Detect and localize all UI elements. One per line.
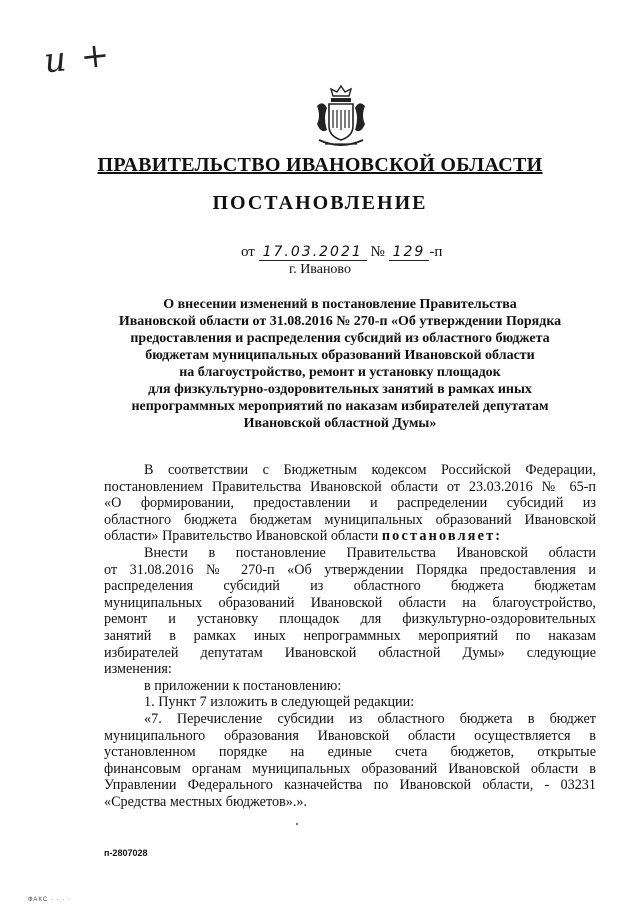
heading-line: для физкультурно-оздоровительных занятий в рамках иных [148, 382, 532, 397]
body-line: в приложении к постановлению: [144, 677, 342, 694]
body-line [104, 528, 596, 545]
document-heading [90, 296, 590, 432]
body-line: ремонт и установку площадок для физкультурно-оздоровительных [104, 611, 596, 628]
government-title: ПРАВИТЕЛЬСТВО ИВАНОВСКОЙ ОБЛАСТИ [97, 154, 543, 176]
document-number: 129 [389, 244, 430, 261]
decree-keyword: постановляет: [381, 528, 503, 545]
heading-line: на благоустройство, ремонт и установку площадок [179, 365, 501, 380]
document-body [104, 462, 596, 810]
body-line: избирателей депутатам Ивановской областной Думы» следующие [104, 644, 596, 661]
body-line: В соответствии с Бюджетным кодексом Российской Федерации, [144, 462, 596, 478]
body-line: установленном порядке на единые счета бюджетов, открытые [104, 744, 596, 761]
body-line: муниципального образования Ивановской области осуществляется в [104, 727, 596, 744]
date-prefix: от [241, 244, 255, 260]
body-line: постановлением Правительства Ивановской области от 23.03.2016 № 65-п [104, 478, 596, 495]
city: г. Иваново [289, 262, 351, 277]
handwritten-margin-note: и + [42, 34, 114, 82]
heading-line: бюджетам муниципальных образований Ивановской области [145, 348, 535, 363]
body-line: «О формировании, предоставлении и распределении субсидий из [104, 495, 596, 512]
heading-line: предоставления и распределения субсидий из областного бюджета [130, 331, 550, 346]
body-line: финансовым органам муниципальных образований Ивановской области в [104, 760, 596, 777]
body-text: области» Правительство Ивановской области [104, 528, 379, 545]
body-line: от 31.08.2016 № 270-п «Об утверждении Порядка предоставления и [104, 561, 596, 578]
heading-line: Ивановской области от 31.08.2016 № 270-п «Об утверждении Порядка [118, 314, 562, 329]
body-line: «7. Перечисление субсидии из областного бюджета в бюджет [144, 710, 596, 727]
body-line: 1. Пункт 7 изложить в следующей редакции: [144, 694, 415, 711]
body-line: Внести в постановление Правительства Ивановской области [144, 544, 596, 561]
separator-dot [296, 823, 298, 825]
body-line: областного бюджета бюджетам муниципальных образований Ивановской [104, 511, 596, 528]
coat-of-arms-icon [311, 82, 371, 152]
document-date: 17.03.2021 [259, 244, 367, 261]
body-line: занятий в рамках иных непрограммных мероприятий по наказам [104, 627, 596, 644]
fax-header-line: ФАКС · · · · [28, 897, 71, 903]
date-number-line [241, 244, 442, 261]
document-type: ПОСТАНОВЛЕНИЕ [212, 192, 428, 214]
heading-line: Ивановской областной Думы» [243, 416, 437, 431]
number-sign: № [370, 244, 385, 260]
body-line: муниципальных образований Ивановской области на благоустройство, [104, 594, 596, 611]
document-code: п-2807028 [104, 848, 148, 858]
heading-line: непрограммных мероприятий по наказам избирателей депутатам [131, 399, 549, 414]
body-line: Управлении Федерального казначейства по Ивановской области, - 03231 [104, 777, 596, 794]
body-line: распределения субсидий из областного бюджета бюджетам [104, 578, 596, 595]
number-suffix: -п [429, 244, 443, 260]
body-line: «Средства местных бюджетов».». [104, 793, 308, 810]
heading-line: О внесении изменений в постановление Правительства [163, 297, 517, 312]
body-line: изменения: [104, 661, 172, 678]
